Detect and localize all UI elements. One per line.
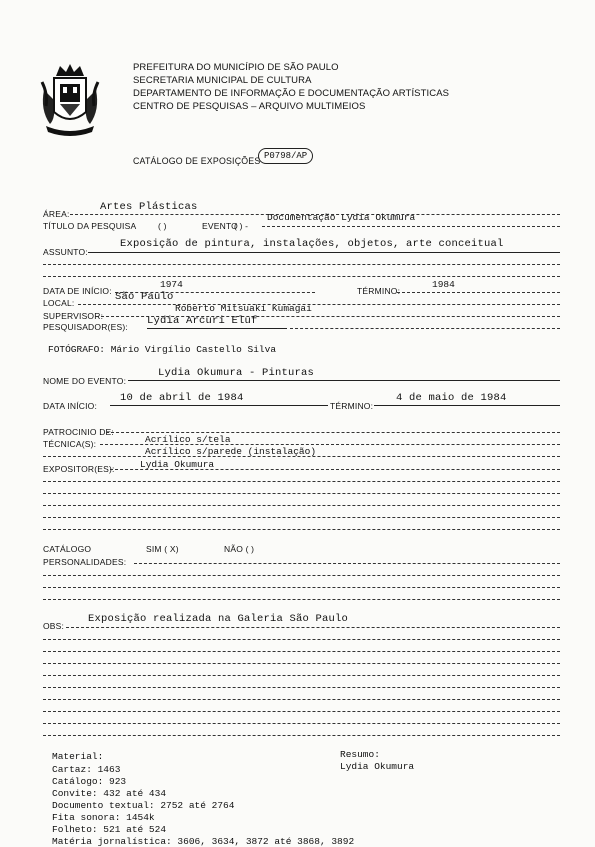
- tecnicas-label: TÉCNICA(S):: [43, 439, 97, 449]
- obs-line-8: [43, 711, 560, 712]
- personalidades-line-1: [134, 563, 560, 564]
- obs-line-1: [66, 627, 560, 628]
- obs-line-2: [43, 639, 560, 640]
- termino2-label: TÉRMINO:: [330, 401, 374, 411]
- pesquisador-label: PESQUISADOR(ES):: [43, 322, 128, 332]
- expositores-value: Lydia Okumura: [140, 459, 215, 470]
- patrocinio-line: [106, 432, 560, 433]
- personalidades-label: PERSONALIDADES:: [43, 557, 127, 567]
- personalidades-line-3: [43, 587, 560, 588]
- evento-value: Documentação Lydia Okumura: [267, 212, 416, 223]
- obs-line-10: [43, 735, 560, 736]
- material-item: Documento textual: 2752 até 2764: [52, 800, 235, 811]
- tecnica-value-2: Acrílico s/parede (instalação): [145, 446, 317, 457]
- catalogo-sim-checkbox[interactable]: SIM ( X): [146, 544, 179, 554]
- patrocinio-label: PATROCINIO DE:: [43, 427, 114, 437]
- assunto-line-3: [43, 276, 560, 277]
- catalog-label: CATÁLOGO DE EXPOSIÇÕES: [133, 156, 261, 166]
- material-item: Cartaz: 1463: [52, 764, 121, 775]
- tecnicas-line-1: [100, 444, 560, 445]
- personalidades-line-2: [43, 575, 560, 576]
- pesquisador-line: [290, 328, 560, 329]
- header-line-departamento: DEPARTAMENTO DE INFORMAÇÃO E DOCUMENTAÇÃO ARTÍSTICAS: [133, 88, 450, 99]
- data-inicio2-label: DATA INÍCIO:: [43, 401, 98, 411]
- expositores-label: EXPOSITOR(ES):: [43, 464, 115, 474]
- coat-of-arms-emblem: [38, 60, 102, 136]
- local-line: [78, 304, 560, 305]
- catalogo-nao-checkbox[interactable]: NÃO ( ): [224, 544, 255, 554]
- catalog-code-stamp: P0798/AP: [258, 148, 313, 164]
- material-item: Fita sonora: 1454k: [52, 812, 155, 823]
- data-inicio2-line: [110, 405, 328, 406]
- pesquisador-underline: [147, 328, 287, 329]
- header-line-secretaria: SECRETARIA MUNICIPAL DE CULTURA: [133, 75, 312, 86]
- expositores-line-2: [43, 481, 560, 482]
- catalogo-label: CATÁLOGO: [43, 544, 92, 554]
- obs-line-4: [43, 663, 560, 664]
- tecnica-value-1: Acrílico s/tela: [145, 434, 231, 445]
- obs-line-5: [43, 675, 560, 676]
- expositores-line-6: [43, 529, 560, 530]
- supervisor-label: SUPERVISOR:: [43, 311, 104, 321]
- local-value: São Paulo: [115, 291, 174, 303]
- area-value: Artes Plásticas: [100, 201, 198, 213]
- local-label: LOCAL:: [43, 298, 75, 308]
- pesquisador-value: Lydia Arcuri Eluf: [147, 315, 258, 327]
- termino2-line: [374, 405, 560, 406]
- nome-evento-label: NOME DO EVENTO:: [43, 376, 127, 386]
- header-line-centro: CENTRO DE PESQUISAS – ARQUIVO MULTIMEIOS: [133, 101, 366, 112]
- titulo-checkbox: ( ): [158, 221, 167, 231]
- assunto-line-2: [43, 264, 560, 265]
- obs-label: OBS:: [43, 621, 65, 631]
- resumo-name: Lydia Okumura: [340, 761, 415, 772]
- evento-line: [262, 226, 560, 227]
- material-item: Catálogo: 923: [52, 776, 127, 787]
- expositores-line-5: [43, 517, 560, 518]
- header-line-prefeitura: PREFEITURA DO MUNICÍPIO DE SÃO PAULO: [133, 62, 339, 73]
- nome-evento-line: [128, 380, 560, 381]
- evento-label: EVENTO: [202, 221, 238, 231]
- expositores-line-3: [43, 493, 560, 494]
- termino-value: 1984: [432, 279, 455, 290]
- termino2-value: 4 de maio de 1984: [396, 392, 507, 404]
- fotografo-value: FOTÓGRAFO: Mário Virgílio Castello Silva: [48, 344, 277, 355]
- expositores-line-4: [43, 505, 560, 506]
- titulo-label: TÍTULO DA PESQUISA: [43, 221, 137, 231]
- supervisor-value: Roberto Mitsuaki Kumagai: [175, 303, 312, 314]
- data-inicio2-value: 10 de abril de 1984: [120, 392, 244, 404]
- personalidades-line-4: [43, 599, 560, 600]
- obs-line-7: [43, 699, 560, 700]
- obs-line-6: [43, 687, 560, 688]
- termino-line: [397, 292, 560, 293]
- data-inicio-value: 1974: [160, 279, 183, 290]
- material-title: Material:: [52, 751, 104, 762]
- assunto-label: ASSUNTO:: [43, 247, 88, 257]
- area-label: ÁREA:: [43, 209, 70, 219]
- obs-line-3: [43, 651, 560, 652]
- assunto-line-1: [88, 252, 560, 253]
- nome-evento-value: Lydia Okumura - Pinturas: [158, 367, 315, 379]
- data-inicio-label: DATA DE INÍCIO:: [43, 286, 112, 296]
- obs-line-9: [43, 723, 560, 724]
- material-item: Folheto: 521 até 524: [52, 824, 167, 835]
- assunto-value: Exposição de pintura, instalações, objetos, arte conceitual: [120, 238, 504, 250]
- expositores-line-1: [110, 469, 560, 470]
- material-item: Matéria jornalística: 3606, 3634, 3872 até 3868, 3892: [52, 836, 355, 847]
- material-item: Convite: 432 até 434: [52, 788, 167, 799]
- tecnicas-line-2: [43, 456, 560, 457]
- obs-value: Exposição realizada na Galeria São Paulo: [88, 613, 349, 625]
- resumo-title: Resumo:: [340, 749, 380, 760]
- evento-checkbox: ( ) -: [234, 221, 249, 231]
- termino-label: TÉRMINO:: [357, 286, 401, 296]
